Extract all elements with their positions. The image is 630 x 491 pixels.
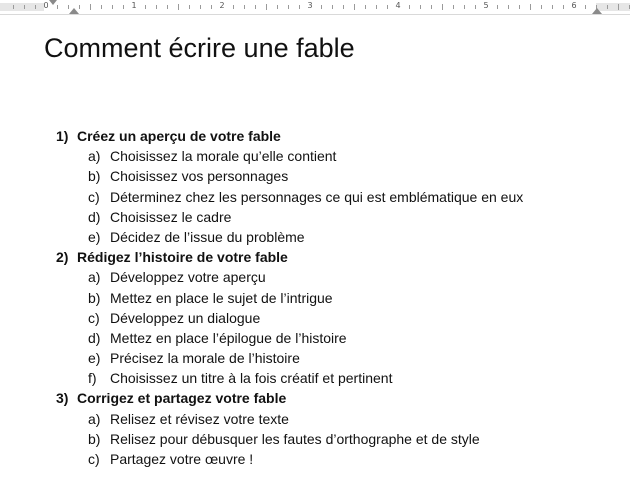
ruler-tick <box>57 5 58 9</box>
item-text: Précisez la morale de l’histoire <box>110 350 300 367</box>
ruler-tick <box>299 5 300 9</box>
ruler-number: 3 <box>307 1 313 10</box>
ruler-tick <box>475 5 476 9</box>
list-item[interactable] <box>56 409 616 429</box>
ruler-tick <box>13 5 14 9</box>
item-marker: a) <box>88 148 101 165</box>
ruler-number: 0 <box>43 1 49 10</box>
first-line-indent-marker[interactable] <box>49 0 57 5</box>
ruler-tick <box>442 4 443 10</box>
ruler-tick <box>90 4 91 10</box>
item-marker: b) <box>88 430 101 447</box>
ruler-tick <box>585 5 586 9</box>
item-marker: c) <box>88 309 100 326</box>
item-marker: a) <box>88 269 101 286</box>
item-text: Mettez en place l’épilogue de l’histoire <box>110 329 347 346</box>
section-heading-text: Corrigez et partagez votre fable <box>77 390 287 407</box>
ruler-tick <box>409 5 410 9</box>
ruler-tick <box>35 5 36 9</box>
item-text: Mettez en place le sujet de l’intrigue <box>110 289 333 306</box>
ruler-number: 4 <box>395 1 401 10</box>
item-text: Développez votre aperçu <box>110 269 266 286</box>
hanging-indent-marker[interactable] <box>69 8 79 14</box>
item-text: Décidez de l’issue du problème <box>110 228 305 245</box>
item-text: Relisez et révisez votre texte <box>110 410 289 427</box>
ruler-left-margin <box>0 3 44 11</box>
ruler-tick <box>365 5 366 9</box>
ruler-tick <box>618 4 619 10</box>
ruler-tick <box>211 5 212 9</box>
item-text: Choisissez la morale qu’elle contient <box>110 148 337 165</box>
list-item[interactable] <box>56 187 616 207</box>
list-item[interactable] <box>56 308 616 328</box>
list-item[interactable] <box>56 146 616 166</box>
ruler-tick <box>552 5 553 9</box>
list-item[interactable] <box>56 227 616 247</box>
ruler-tick <box>464 5 465 9</box>
section-heading[interactable] <box>56 388 616 408</box>
item-marker: d) <box>88 208 101 225</box>
ruler-number: 5 <box>483 1 489 10</box>
ruler-tick <box>24 5 25 9</box>
item-marker: f) <box>88 370 97 387</box>
ruler-tick <box>288 5 289 9</box>
right-indent-marker[interactable] <box>592 8 602 14</box>
section-heading-text: Rédigez l’histoire de votre fable <box>77 249 288 266</box>
ruler-tick <box>156 5 157 9</box>
list-item[interactable] <box>56 166 616 186</box>
list-item[interactable] <box>56 368 616 388</box>
horizontal-ruler[interactable] <box>0 0 630 15</box>
ruler-number: 1 <box>131 1 137 10</box>
ruler-number: 2 <box>219 1 225 10</box>
ruler-tick <box>431 5 432 9</box>
ruler-tick <box>563 5 564 9</box>
ruler-tick <box>420 5 421 9</box>
ruler-tick <box>354 4 355 10</box>
list-item[interactable] <box>56 328 616 348</box>
item-marker: d) <box>88 329 101 346</box>
ruler-tick <box>178 4 179 10</box>
list-item[interactable] <box>56 288 616 308</box>
section-heading[interactable] <box>56 126 616 146</box>
ruler-tick <box>79 5 80 9</box>
item-text: Choisissez vos personnages <box>110 168 289 185</box>
item-marker: a) <box>88 410 101 427</box>
list-item[interactable] <box>56 267 616 287</box>
ruler-tick <box>255 5 256 9</box>
ruler-tick <box>244 5 245 9</box>
list-item[interactable] <box>56 348 616 368</box>
ruler-tick <box>277 5 278 9</box>
item-text: Choisissez un titre à la fois créatif et pertinent <box>110 370 393 387</box>
list-item[interactable] <box>56 429 616 449</box>
ruler-tick <box>233 5 234 9</box>
ruler-tick <box>189 5 190 9</box>
item-text: Partagez votre œuvre ! <box>110 451 254 467</box>
item-marker: b) <box>88 168 101 185</box>
document-title[interactable]: Comment écrire une fable <box>44 33 355 63</box>
ruler-tick <box>387 5 388 9</box>
ruler-tick <box>332 5 333 9</box>
ruler-tick <box>519 5 520 9</box>
item-marker: c) <box>88 451 100 467</box>
ruler-tick <box>145 5 146 9</box>
section-number: 1) <box>56 128 69 144</box>
ruler-tick <box>123 5 124 9</box>
ruler-tick <box>167 5 168 9</box>
section-heading-text: Créez un aperçu de votre fable <box>77 128 281 144</box>
ruler-tick <box>541 5 542 9</box>
ruler-tick <box>376 5 377 9</box>
ruler-tick <box>266 4 267 10</box>
ruler-tick <box>321 5 322 9</box>
item-marker: e) <box>88 228 101 245</box>
item-text: Relisez pour débusquer les fautes d’orthographe et de style <box>110 430 480 447</box>
ruler-number: 6 <box>571 1 577 10</box>
section-heading[interactable] <box>56 247 616 267</box>
item-text: Choisissez le cadre <box>110 208 232 225</box>
ruler-tick <box>343 5 344 9</box>
section-number: 2) <box>56 249 69 266</box>
ruler-tick <box>453 5 454 9</box>
item-text: Développez un dialogue <box>110 309 261 326</box>
ruler-tick <box>200 5 201 9</box>
item-marker: c) <box>88 188 100 205</box>
item-text: Déterminez chez les personnages ce qui est emblématique en eux <box>110 188 524 205</box>
list-item[interactable] <box>56 449 616 469</box>
outline-list <box>56 126 616 469</box>
list-item[interactable] <box>56 207 616 227</box>
item-marker: e) <box>88 350 101 367</box>
ruler-tick <box>530 4 531 10</box>
ruler-tick <box>101 5 102 9</box>
item-marker: b) <box>88 289 101 306</box>
ruler-tick <box>607 5 608 9</box>
section-number: 3) <box>56 390 69 407</box>
ruler-tick <box>112 5 113 9</box>
ruler-tick <box>497 5 498 9</box>
ruler-tick <box>508 5 509 9</box>
